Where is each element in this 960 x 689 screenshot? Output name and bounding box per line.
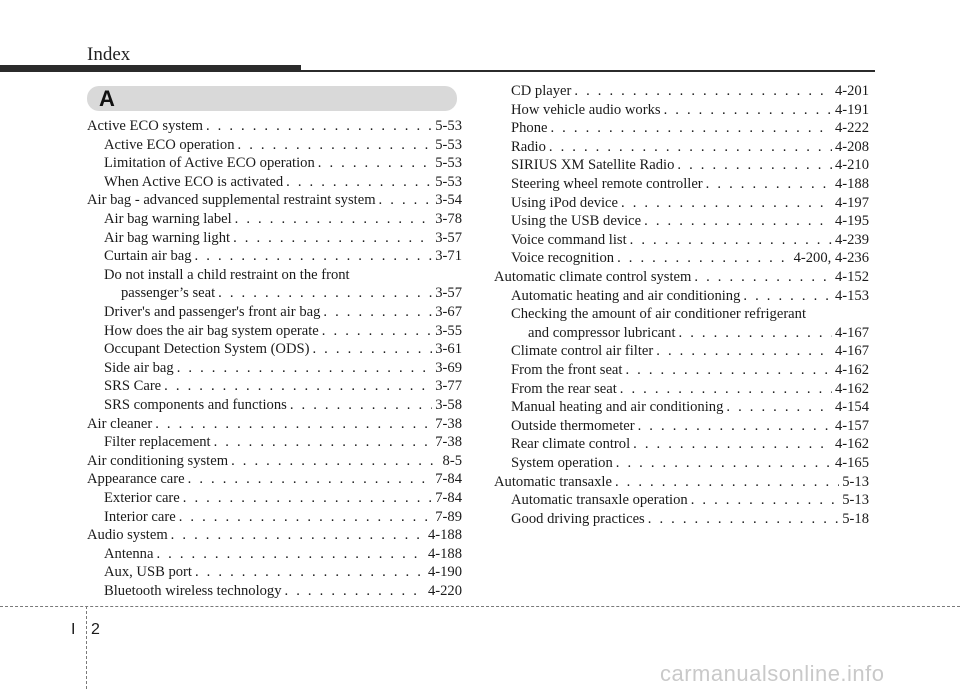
index-entry — [511, 342, 869, 360]
index-entry-label: Active ECO system — [87, 118, 203, 134]
dot-leader — [644, 212, 832, 230]
index-entry-page: 4-154 — [834, 399, 869, 416]
dot-leader — [694, 268, 832, 286]
index-entry — [511, 101, 869, 119]
index-entry-label: SRS components and functions — [104, 397, 287, 413]
index-entry-page: 5-53 — [435, 173, 462, 190]
index-entry-page: 3-58 — [435, 397, 462, 413]
dot-leader — [188, 470, 433, 488]
index-entry — [511, 361, 869, 379]
index-entry — [511, 380, 869, 398]
dot-leader — [549, 138, 832, 156]
index-entry — [104, 136, 462, 154]
index-entry — [511, 491, 869, 509]
dot-leader — [235, 210, 433, 228]
index-entry-page: 3-78 — [435, 211, 462, 227]
index-entry — [104, 489, 462, 507]
dot-leader — [656, 342, 832, 360]
header-rule-thick — [0, 65, 301, 72]
index-entry-page: 3-61 — [435, 341, 462, 358]
index-entry-label: Radio — [511, 138, 546, 155]
index-entry — [104, 582, 462, 600]
index-entry-page: 3-57 — [435, 285, 462, 302]
index-entry-label: Active ECO operation — [104, 136, 235, 153]
index-entry — [104, 508, 462, 526]
section-banner — [87, 86, 457, 111]
index-entry-label: Limitation of Active ECO operation — [104, 155, 315, 172]
index-entry-page: 4-167 — [834, 343, 869, 360]
index-entry-page: 3-55 — [435, 322, 462, 339]
index-entry-label: How does the air bag system operate — [104, 322, 319, 339]
index-entry-label: Phone — [511, 120, 548, 137]
dot-leader — [664, 101, 832, 119]
index-entry-label: Checking the amount of air conditioner refrigerant — [511, 306, 807, 323]
index-entry — [104, 303, 462, 321]
dot-leader — [630, 231, 832, 249]
index-entry-label: Filter replacement — [104, 434, 211, 451]
index-entry — [494, 473, 869, 491]
dot-leader — [323, 303, 432, 321]
index-entry-page: 4-191 — [834, 101, 869, 118]
index-entry — [104, 433, 462, 451]
index-entry-page: 4-195 — [834, 213, 869, 230]
index-entry — [87, 415, 462, 433]
index-entry-label: Appearance care — [87, 471, 185, 488]
index-entry-page: 7-89 — [435, 508, 462, 525]
dot-leader — [679, 324, 832, 342]
index-entry-label: Voice recognition — [511, 250, 615, 267]
index-entry-label: Curtain air bag — [104, 248, 192, 265]
dot-leader — [691, 491, 840, 509]
index-entry-label: Rear climate control — [511, 436, 631, 453]
index-entry-page: 3-71 — [435, 248, 462, 265]
index-entry — [104, 247, 462, 265]
dot-leader — [616, 454, 832, 472]
dot-leader — [177, 359, 433, 377]
index-entry — [511, 454, 869, 472]
index-entry-label: and compressor lubricant — [528, 324, 676, 341]
index-entry-page: 5-13 — [842, 473, 869, 490]
dot-leader — [155, 415, 432, 433]
section-letter: A — [99, 86, 115, 111]
index-entry-page: 3-69 — [435, 359, 462, 376]
index-entry-page: 4-162 — [834, 362, 869, 378]
index-entry — [104, 154, 462, 172]
dot-leader — [195, 247, 433, 265]
index-entry-page: 4-157 — [834, 417, 869, 434]
index-entry — [511, 398, 869, 416]
dot-leader — [633, 435, 832, 453]
dot-leader — [231, 452, 439, 470]
index-entry — [511, 82, 869, 100]
footer-page-number: 2 — [91, 621, 100, 638]
index-entry — [494, 268, 869, 286]
index-entry-label: When Active ECO is activated — [104, 173, 284, 190]
index-entry-page: 4-210 — [834, 157, 869, 174]
dot-leader — [318, 154, 432, 172]
index-entry — [104, 359, 462, 377]
index-entry-page: 5-53 — [435, 118, 462, 134]
index-entry — [87, 452, 462, 470]
index-entry-page: 4-208 — [834, 138, 869, 155]
index-entry — [104, 545, 462, 563]
index-entry — [104, 266, 462, 284]
index-entry-label: Automatic heating and air conditioning — [511, 287, 741, 304]
dot-leader — [379, 191, 433, 209]
dot-leader — [238, 136, 433, 154]
dot-leader — [214, 433, 433, 451]
index-entry-page: 4-188 — [834, 176, 869, 192]
index-entry-label: Interior care — [104, 508, 176, 525]
dot-leader — [183, 489, 432, 507]
index-entry-label: Aux, USB port — [104, 564, 192, 581]
index-entry — [87, 470, 462, 488]
index-entry-label: System operation — [511, 455, 613, 471]
dot-leader — [726, 398, 832, 416]
dot-leader — [290, 396, 432, 414]
dot-leader — [706, 175, 832, 193]
index-entry-page: 5-53 — [435, 136, 462, 153]
index-entry-page: 7-84 — [435, 490, 462, 506]
index-entry-label: Exterior care — [104, 490, 180, 506]
dot-leader — [206, 117, 432, 135]
index-entry-label: Automatic climate control system — [494, 269, 692, 285]
index-entry-label: SIRIUS XM Satellite Radio — [511, 157, 675, 174]
dot-leader — [625, 361, 831, 379]
index-entry-label: CD player — [511, 83, 572, 99]
dot-leader — [195, 563, 425, 581]
index-entry — [511, 212, 869, 230]
index-entry-label: Driver's and passenger's front air bag — [104, 304, 321, 320]
dot-leader — [171, 526, 425, 544]
index-entry — [511, 138, 869, 156]
index-entry — [511, 510, 869, 528]
dot-leader — [677, 156, 832, 174]
index-entry-page: 4-220 — [427, 583, 462, 599]
index-entry — [104, 563, 462, 581]
header-rule-thin — [301, 70, 875, 72]
index-entry-page: 4-165 — [834, 455, 869, 471]
index-entry-label: Side air bag — [104, 359, 174, 376]
index-entry-page: 4-153 — [834, 287, 869, 304]
dot-leader — [621, 194, 832, 212]
dot-leader — [156, 545, 424, 563]
index-entry-label: Outside thermometer — [511, 417, 635, 434]
index-entry — [104, 173, 462, 191]
footer-rule-vertical — [86, 606, 87, 689]
index-entry — [104, 340, 462, 358]
index-entry-page: 4-162 — [834, 380, 869, 397]
dot-leader — [620, 380, 832, 398]
index-entry-label: Air bag warning light — [104, 229, 231, 246]
index-entry-label: passenger’s seat — [121, 285, 216, 302]
index-entry-label: Voice command list — [511, 231, 627, 248]
index-entry-label: Air conditioning system — [87, 452, 229, 469]
index-entry — [87, 117, 462, 135]
index-entry-label: SRS Care — [104, 378, 162, 395]
dot-leader — [574, 82, 832, 100]
index-entry-page: 4-222 — [834, 120, 869, 137]
index-entry — [511, 417, 869, 435]
index-entry-page: 4-188 — [427, 527, 462, 544]
dot-leader — [312, 340, 432, 358]
dot-leader — [233, 229, 432, 247]
index-entry-page: 3-57 — [435, 229, 462, 246]
index-entry-label: Air cleaner — [87, 415, 153, 432]
index-entry — [87, 526, 462, 544]
index-entry — [104, 210, 462, 228]
index-entry-page: 5-13 — [842, 492, 869, 509]
index-entry-label: Air bag warning label — [104, 211, 232, 227]
index-entry — [511, 249, 869, 267]
index-entry-label: From the rear seat — [511, 380, 617, 397]
index-entry — [511, 194, 869, 212]
footer-section-label: I — [71, 621, 76, 638]
index-entry — [511, 305, 869, 323]
index-entry-page: 8-5 — [442, 452, 462, 469]
index-entry-label: Audio system — [87, 527, 168, 544]
dot-leader — [615, 473, 839, 491]
index-entry-page: 4-197 — [834, 194, 869, 211]
watermark: carmanualsonline.info — [660, 661, 885, 686]
dot-leader — [617, 249, 791, 267]
index-entry-page: 4-162 — [834, 436, 869, 453]
footer-rule-horizontal — [0, 606, 960, 607]
index-entry-label: Do not install a child restraint on the front — [104, 266, 350, 283]
index-entry-page: 3-67 — [435, 304, 462, 320]
index-entry-page: 4-152 — [834, 269, 869, 285]
index-entry — [511, 435, 869, 453]
dot-leader — [286, 173, 432, 191]
index-entry-label: From the front seat — [511, 362, 623, 378]
index-entry-label: Climate control air filter — [511, 343, 654, 360]
index-entry — [511, 119, 869, 137]
index-entry — [104, 377, 462, 395]
index-entry-page: 5-53 — [435, 155, 462, 172]
index-entry-label: Antenna — [104, 545, 154, 562]
index-entry-page: 4-239 — [834, 231, 869, 248]
dot-leader — [648, 510, 839, 528]
index-entry — [104, 322, 462, 340]
index-entry-label: Using iPod device — [511, 194, 619, 211]
index-entry — [528, 324, 869, 342]
dot-leader — [164, 377, 432, 395]
index-entry — [121, 284, 462, 302]
index-entry-page: 7-38 — [435, 415, 462, 432]
index-entry — [87, 191, 462, 209]
dot-leader — [550, 119, 831, 137]
dot-leader — [179, 508, 433, 526]
index-entry-label: Occupant Detection System (ODS) — [104, 341, 310, 358]
dot-leader — [743, 287, 832, 305]
index-entry-page: 7-38 — [435, 434, 462, 451]
index-entry-page: 4-188 — [427, 545, 462, 562]
index-entry-label: Good driving practices — [511, 510, 645, 527]
index-entry-label: Steering wheel remote controller — [511, 176, 703, 192]
index-entry-page: 4-167 — [834, 324, 869, 341]
index-entry — [511, 231, 869, 249]
index-entry — [104, 396, 462, 414]
index-entry-label: How vehicle audio works — [511, 101, 661, 118]
index-entry-label: Manual heating and air conditioning — [511, 399, 724, 416]
index-entry-page: 5-18 — [842, 510, 869, 527]
index-entry — [511, 175, 869, 193]
index-entry-label: Bluetooth wireless technology — [104, 583, 282, 599]
index-entry-page: 7-84 — [435, 471, 462, 488]
dot-leader — [218, 284, 432, 302]
dot-leader — [638, 417, 832, 435]
index-entry — [104, 229, 462, 247]
index-entry-page: 4-200, 4-236 — [793, 250, 869, 267]
index-entry-label: Automatic transaxle — [494, 473, 612, 490]
index-entry — [511, 287, 869, 305]
index-entry — [511, 156, 869, 174]
index-entry-page: 4-201 — [834, 83, 869, 99]
dot-leader — [285, 582, 425, 600]
index-entry-page: 3-54 — [435, 192, 462, 209]
dot-leader — [322, 322, 432, 340]
index-entry-page: 4-190 — [427, 564, 462, 581]
index-entry-label: Using the USB device — [511, 213, 642, 230]
page-header-title: Index — [87, 44, 131, 65]
index-entry-label: Air bag - advanced supplemental restraint system — [87, 192, 376, 209]
index-entry-label: Automatic transaxle operation — [511, 492, 688, 509]
index-entry-page: 3-77 — [435, 378, 462, 395]
